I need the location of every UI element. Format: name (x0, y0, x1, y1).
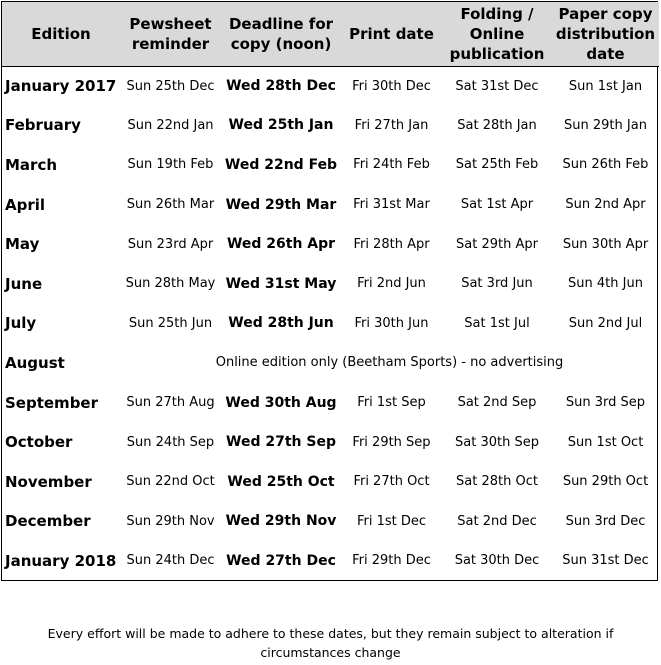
disclaimer-line-1: Every effort will be made to adhere to these dates, but they remain subject to alteration if (47, 626, 614, 641)
print-cell: Fri 28th Apr (353, 236, 430, 252)
online-only-note: Online edition only (Beetham Sports) - no advertising (215, 355, 564, 371)
distribution-cell: Sun 2nd Apr (565, 197, 646, 213)
header-print-date: Print date (341, 2, 442, 66)
folding-cell: Sat 31st Dec (455, 78, 539, 94)
deadline-cell: Wed 26th Apr (226, 236, 336, 253)
edition-cell: July (5, 314, 37, 333)
folding-cell: Sat 1st Apr (460, 197, 534, 213)
disclaimer-footer (0, 624, 661, 662)
deadline-cell: Wed 29th Mar (225, 196, 337, 213)
table-row (2, 66, 659, 106)
pewsheet-cell: Sun 22nd Jan (127, 117, 214, 133)
deadline-cell: Wed 28th Dec (226, 78, 336, 95)
disclaimer-line-2: circumstances change (260, 645, 401, 660)
folding-cell: Sat 2nd Dec (457, 513, 537, 529)
edition-cell: March (5, 155, 58, 174)
deadline-cell: Wed 25th Oct (227, 473, 335, 490)
edition-cell: April (5, 195, 46, 214)
pewsheet-cell: Sun 23rd Apr (127, 236, 214, 252)
edition-cell: October (5, 433, 73, 452)
distribution-cell: Sun 26th Feb (562, 157, 649, 173)
distribution-cell: Sun 31st Dec (562, 553, 649, 569)
distribution-cell: Sun 1st Jan (568, 78, 643, 94)
table-row (2, 304, 659, 344)
print-cell: Fri 27th Jan (354, 117, 429, 133)
table-row (2, 462, 659, 502)
deadline-cell: Wed 25th Jan (228, 117, 334, 134)
print-cell: Fri 29th Dec (352, 553, 431, 569)
print-cell: Fri 24th Feb (353, 157, 430, 173)
distribution-cell: Sun 30th Apr (562, 236, 649, 252)
edition-cell: May (5, 235, 40, 254)
deadline-cell: Wed 31st May (225, 275, 337, 292)
edition-cell: June (5, 274, 43, 293)
edition-cell: January 2018 (5, 551, 117, 570)
pewsheet-cell: Sun 25th Dec (126, 78, 215, 94)
header-edition: Edition (2, 2, 120, 66)
table-row (2, 224, 659, 264)
table-row (2, 264, 659, 304)
print-cell: Fri 30th Dec (352, 78, 431, 94)
print-cell: Fri 30th Jun (354, 315, 429, 331)
edition-cell: December (5, 512, 91, 531)
header-deadline: Deadline for copy (noon) (221, 2, 341, 66)
pewsheet-cell: Sun 26th Mar (126, 197, 215, 213)
pewsheet-cell: Sun 22nd Oct (126, 474, 215, 490)
distribution-cell: Sun 1st Oct (567, 434, 644, 450)
print-cell: Fri 31st Mar (353, 197, 430, 213)
folding-cell: Sat 2nd Sep (457, 395, 537, 411)
deadline-cell: Wed 28th Jun (228, 315, 334, 332)
folding-cell: Sat 3rd Jun (461, 276, 533, 292)
pewsheet-cell: Sun 28th May (125, 276, 216, 292)
distribution-cell: Sun 3rd Dec (565, 513, 646, 529)
print-cell: Fri 1st Dec (356, 513, 427, 529)
pewsheet-cell: Sun 27th Aug (126, 395, 215, 411)
folding-cell: Sat 30th Sep (455, 434, 539, 450)
table-row (2, 383, 659, 423)
table-row (2, 541, 659, 581)
distribution-cell: Sun 2nd Jul (568, 315, 643, 331)
folding-cell: Sat 28th Jan (457, 117, 537, 133)
edition-cell: November (5, 472, 92, 491)
folding-cell: Sat 1st Jul (464, 315, 530, 331)
pewsheet-cell: Sun 24th Dec (126, 553, 215, 569)
header-distribution-date: Paper copy distribution date (552, 2, 659, 66)
print-cell: Fri 1st Sep (357, 395, 426, 411)
print-cell: Fri 2nd Jun (357, 276, 426, 292)
table-row (2, 343, 659, 383)
deadline-cell: Wed 27th Sep (226, 434, 336, 451)
distribution-cell: Sun 29th Jan (564, 117, 647, 133)
print-cell: Fri 27th Oct (353, 474, 430, 490)
schedule-table-container (1, 1, 658, 581)
table-row (2, 106, 659, 146)
deadline-cell: Wed 29th Nov (225, 513, 337, 530)
table-row (2, 185, 659, 225)
header-folding-online: Folding / Online publication (442, 2, 552, 66)
edition-cell: January 2017 (5, 77, 117, 96)
table-header-row (2, 2, 659, 66)
pewsheet-cell: Sun 24th Sep (126, 434, 215, 450)
schedule-table (2, 2, 659, 581)
deadline-cell: Wed 27th Dec (226, 552, 336, 569)
pewsheet-cell: Sun 19th Feb (127, 157, 214, 173)
folding-cell: Sat 30th Dec (454, 553, 540, 569)
edition-cell: September (5, 393, 98, 412)
deadline-cell: Wed 30th Aug (225, 394, 337, 411)
table-row (2, 502, 659, 542)
table-row (2, 145, 659, 185)
edition-cell: August (5, 353, 65, 372)
folding-cell: Sat 29th Apr (456, 236, 538, 252)
header-pewsheet-reminder: Pewsheet reminder (120, 2, 221, 66)
edition-cell: February (5, 116, 81, 135)
pewsheet-cell: Sun 25th Jun (128, 315, 213, 331)
print-cell: Fri 29th Sep (352, 434, 431, 450)
folding-cell: Sat 28th Oct (456, 474, 538, 490)
pewsheet-cell: Sun 29th Nov (126, 513, 215, 529)
deadline-cell: Wed 22nd Feb (224, 156, 338, 173)
distribution-cell: Sun 4th Jun (568, 276, 643, 292)
folding-cell: Sat 25th Feb (455, 157, 539, 173)
table-row (2, 422, 659, 462)
distribution-cell: Sun 29th Oct (562, 474, 649, 490)
distribution-cell: Sun 3rd Sep (565, 395, 646, 411)
